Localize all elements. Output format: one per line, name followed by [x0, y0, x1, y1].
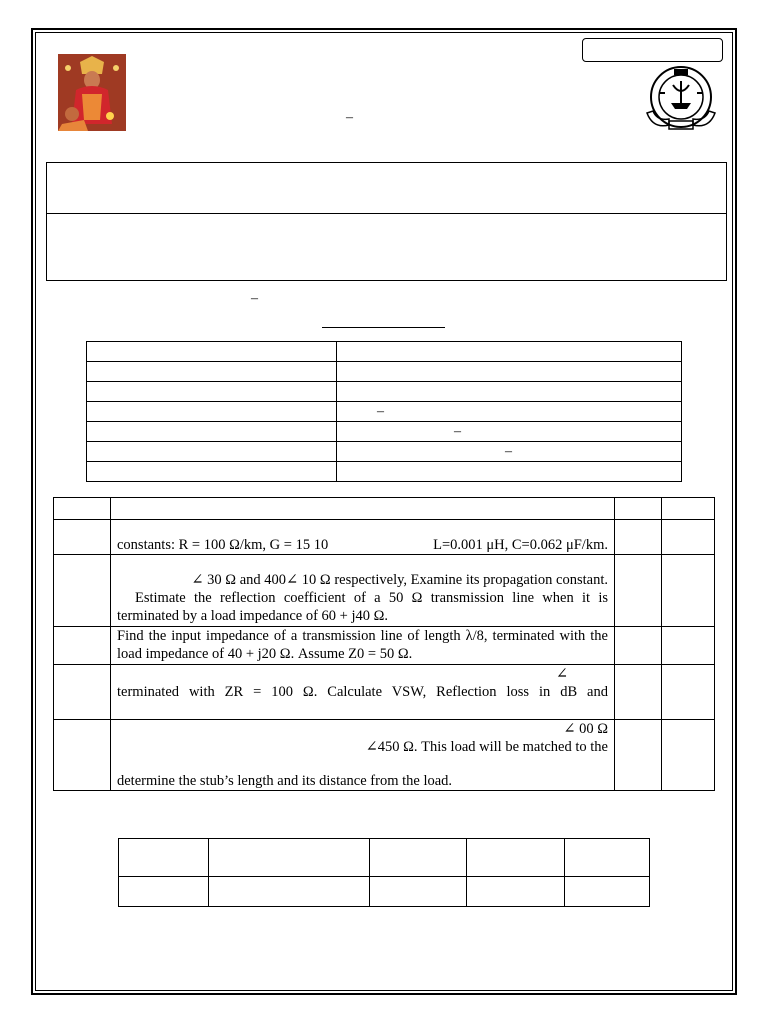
exam-info-table: [86, 341, 682, 482]
table-row: [87, 342, 682, 362]
date-dash: –: [251, 291, 258, 306]
info-value: –: [337, 422, 682, 442]
info-label: [87, 462, 337, 482]
info-value: –: [337, 402, 682, 422]
info-label: [87, 382, 337, 402]
question-number-header: [54, 498, 111, 520]
section-underline: [322, 327, 445, 328]
exam-header-box: [46, 162, 727, 281]
register-number-box[interactable]: [582, 38, 723, 62]
table-row: [87, 422, 682, 442]
co-header: [615, 498, 662, 520]
table-row: [87, 362, 682, 382]
header-dash: –: [346, 110, 353, 125]
table-row: [54, 627, 715, 665]
college-logo: [643, 63, 719, 139]
question-text: ∠ terminated with ZR = 100 Ω. Calculate VSW, Reflection loss in dB and: [111, 665, 615, 720]
table-row: [87, 442, 682, 462]
table-row: [54, 665, 715, 720]
question-number: [54, 665, 111, 720]
table-row: [54, 520, 715, 555]
table-row: [87, 382, 682, 402]
question-header: [111, 498, 615, 520]
info-value: [337, 382, 682, 402]
deity-image: [58, 54, 126, 131]
question-text: ∠ 30 Ω and 400∠ 10 Ω respectively, Examine its propagation constant. Estimate the reflection coefficient of a 50 Ω transmission line when it is terminated by a load impedance of 60 + j40 Ω.: [111, 555, 615, 627]
table-row: [119, 839, 650, 877]
question-text: Find the input impedance of a transmission line of length λ/8, terminated with the load impedance of 40 + j20 Ω. Assume Z0 = 50 Ω.: [111, 627, 615, 665]
header-box-divider: [47, 213, 726, 214]
question-text-part: constants: R = 100 Ω/km, G = 15 10: [117, 537, 329, 553]
table-row: [54, 720, 715, 791]
table-row: [87, 462, 682, 482]
table-row: [54, 555, 715, 627]
question-text-part: L=0.001 μH, C=0.062 μF/km.: [433, 537, 608, 553]
table-row: [54, 498, 715, 520]
question-text: ∠ 00 Ω ∠450 Ω. This load will be matched to the determine the stub’s length and its distance from the load.: [111, 720, 615, 791]
info-value: –: [337, 442, 682, 462]
info-label: [87, 442, 337, 462]
questions-table: [53, 497, 715, 791]
info-label: [87, 342, 337, 362]
marks-header: [662, 498, 715, 520]
info-value: [337, 462, 682, 482]
question-number: [54, 520, 111, 555]
info-value: [337, 362, 682, 382]
question-number: [54, 555, 111, 627]
info-label: [87, 362, 337, 382]
question-number: [54, 720, 111, 791]
info-label: [87, 422, 337, 442]
question-text: [111, 520, 615, 555]
table-row: [87, 402, 682, 422]
table-row: [119, 877, 650, 907]
question-number: [54, 627, 111, 665]
footer-table: [118, 838, 650, 907]
info-value: [337, 342, 682, 362]
info-label: [87, 402, 337, 422]
